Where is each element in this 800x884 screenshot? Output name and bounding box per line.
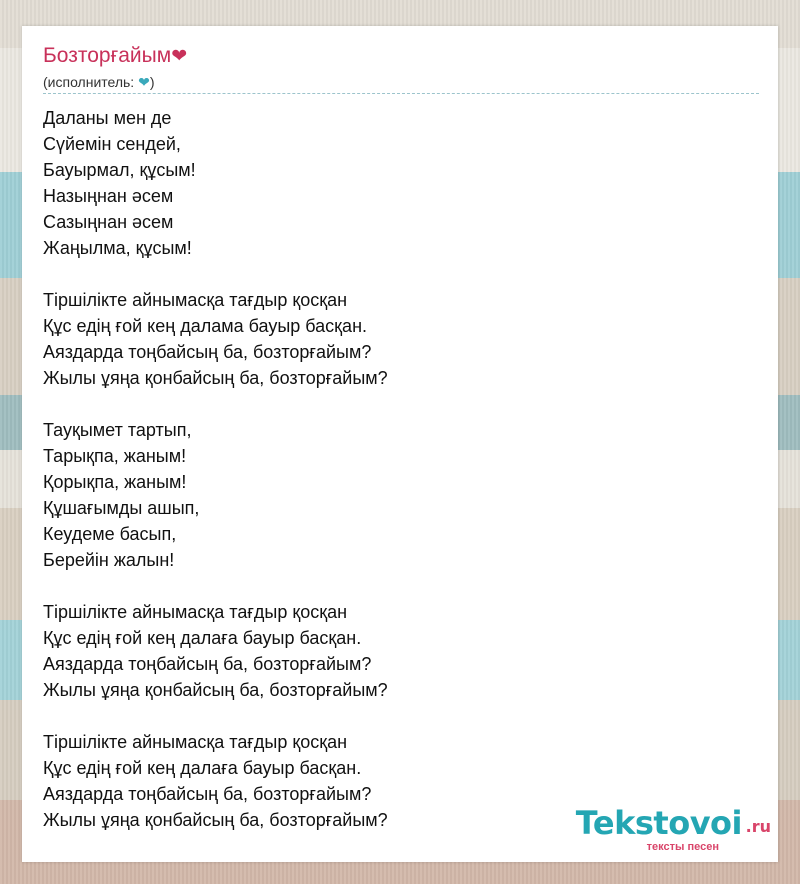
lyric-line: Сазыңнан әсем [43,212,174,232]
lyric-line: Аяздарда тоңбайсың ба, бозторғайым? [43,784,372,804]
stanza-break [43,703,743,729]
lyric-line: Тауқымет тартып, [43,420,192,440]
heart-icon: ❤ [171,46,188,67]
watermark-brand: Tekstovoi [575,804,742,842]
artist-suffix: ) [149,74,155,90]
stanza-break [43,391,743,417]
artist-prefix: (исполнитель: [43,74,139,90]
lyric-line: Даланы мен де [43,108,172,128]
lyric-line: Бауырмал, құсым! [43,160,196,180]
lyrics-card [22,26,778,862]
artist-line [43,74,155,90]
watermark-domain: .ru [745,817,771,836]
site-watermark [538,806,778,856]
lyric-line: Тіршілікте айнымасқа тағдыр қосқан [43,290,348,310]
lyric-line: Аяздарда тоңбайсың ба, бозторғайым? [43,342,372,362]
lyric-line: Құс едің ғой кең далама бауыр басқан. [43,316,368,336]
title-divider [43,93,759,94]
lyric-line: Жылы ұяңа қонбайсың ба, бозторғайым? [43,810,388,830]
lyric-line: Тарықпа, жаным! [43,446,187,466]
song-title [43,43,187,70]
lyrics-body [43,105,743,833]
lyric-line: Қорықпа, жаным! [43,472,187,492]
lyric-line: Берейін жалын! [43,550,175,570]
watermark-tagline: тексты песен [646,841,719,853]
lyric-line: Тіршілікте айнымасқа тағдыр қосқан [43,732,348,752]
lyric-line: Сүйемін сендей, [43,134,181,154]
lyric-line: Жылы ұяңа қонбайсың ба, бозторғайым? [43,680,388,700]
lyric-line: Назыңнан әсем [43,186,174,206]
lyric-line: Құс едің ғой кең далаға бауыр басқан. [43,628,362,648]
lyric-line: Кеудеме басып, [43,524,177,544]
lyric-line: Тіршілікте айнымасқа тағдыр қосқан [43,602,348,622]
lyric-line: Аяздарда тоңбайсың ба, бозторғайым? [43,654,372,674]
song-title-text: Бозторғайым [43,44,172,67]
stanza-break [43,573,743,599]
lyric-line: Құс едің ғой кең далаға бауыр басқан. [43,758,362,778]
stanza-break [43,261,743,287]
artist-heart-icon: ❤ [138,74,150,90]
lyric-line: Құшағымды ашып, [43,498,200,518]
lyric-line: Жаңылма, құсым! [43,238,192,258]
lyric-line: Жылы ұяңа қонбайсың ба, бозторғайым? [43,368,388,388]
